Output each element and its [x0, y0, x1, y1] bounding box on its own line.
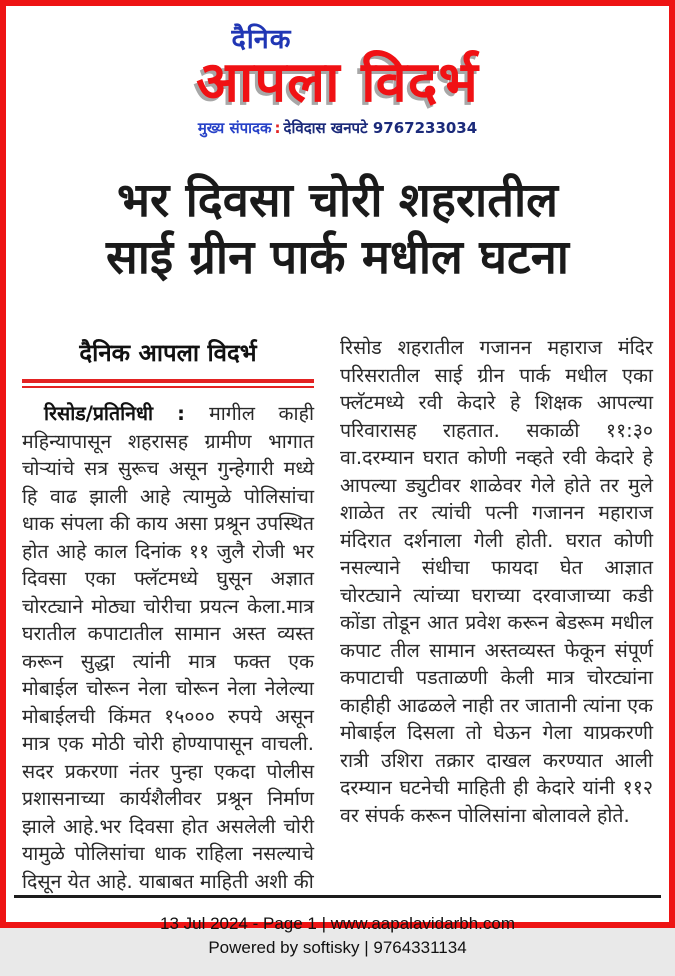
headline-line2: साई ग्रीन पार्क मधील घटना [106, 230, 569, 286]
left-column-paragraph [22, 400, 314, 895]
section-title: दैनिक आपला विदर्भ [79, 339, 257, 368]
editor-label: मुख्य संपादक [197, 119, 272, 137]
editor-name-phone: देविदास खनपटे 9767233034 [283, 119, 478, 137]
editor-separator: : [274, 119, 281, 137]
footer-date-page-url: 13 Jul 2024 - Page 1 | www.aapalavidarbh.com [159, 914, 516, 934]
left-column-text: मागील काही महिन्यापासून शहरासह ग्रामीण भागात चोऱ्यांचे सत्र सुरूच असून गुन्हेगारी मध्ये हि वाढ झाली आहे त्यामुळे पोलिसांचा धाक संपला की काय असा प्रश्रून उपस्थित होत आहे काल दिनांक ११ जुलै रोजी भर दिवसा एका फ्लॅटमध्ये घुसून अज्ञात चोरट्याने मोठ्या चोरीचा प्रयत्न केला.मात्र घरातील कपाटातील सामान अस्त व्यस्त करून सुद्धा त्यांनी मात्र फक्त एक मोबाईल चोरून नेला चोरून नेला नेलेल्या मोबाईलची किंमत १५००० रुपये असून मात्र एक मोठी चोरी होण्यापासून वाचली. सदर प्रकरणा नंतर पुन्हा एकदा पोलीस प्रशासनाच्या कार्यशैलीवर प्रश्रून निर्माण झाले आहे.भर दिवसा होत असलेली चोरी यामुळे पोलिसांचा धाक राहिला नसल्याचे दिसून येत आहे. याबाबत माहिती अशी की [22, 402, 314, 893]
headline-line1: भर दिवसा चोरी शहरातील [116, 173, 559, 228]
page-footer [6, 895, 669, 976]
article-body [6, 318, 669, 895]
red-double-rule [22, 379, 314, 388]
footer-divider [14, 895, 661, 898]
masthead-daily-label: दैनिक [231, 24, 292, 55]
byline-separator: : [153, 402, 210, 426]
right-column [340, 334, 653, 895]
editor-line [6, 121, 669, 136]
article-headline [6, 172, 669, 287]
left-column [22, 334, 314, 895]
byline: रिसोड/प्रतिनिधी [44, 402, 153, 426]
footer-powered-by: Powered by softisky | 9764331134 [208, 938, 467, 958]
masthead-title: आपला विदर्भ [196, 50, 479, 115]
masthead [6, 6, 669, 136]
right-column-paragraph: रिसोड शहरातील गजानन महाराज मंदिर परिसरातील साई ग्रीन पार्क मधील एका फ्लॅटमध्ये रवी केदारे हे शिक्षक आपल्या परिवारासह राहतात. सकाळी ११:३० वा.दरम्यान घरात कोणी नव्हते रवी केदारे हे आपल्या ड्युटीवर शाळेवर गेले होते तर मुले शाळेत तर त्यांची पत्नी गजानन महाराज मंदिरात दर्शनाला गेली होती. घरात कोणी नसल्याने संधीचा फायदा घेत आज्ञात चोरट्याने त्यांच्या घराच्या दरवाजाच्या कडी कोंडा तोडून आत प्रवेश करून बेडरूम मधील कपाट तील सामान अस्तव्यस्त फेकून संपूर्ण कपाटाची पडताळणी केली मात्र चोरट्यांना काहीही आढळले नाही तर जातानी त्यांना एक मोबाईल दिसला तो घेऊन गेला याप्रकरणी रात्री उशिरा तक्रार दाखल करण्यात आली दरम्यान घटनेची माहिती ही केदारे यांनी ११२ वर संपर्क करून पोलिसांना बोलावले होते. [340, 336, 653, 827]
